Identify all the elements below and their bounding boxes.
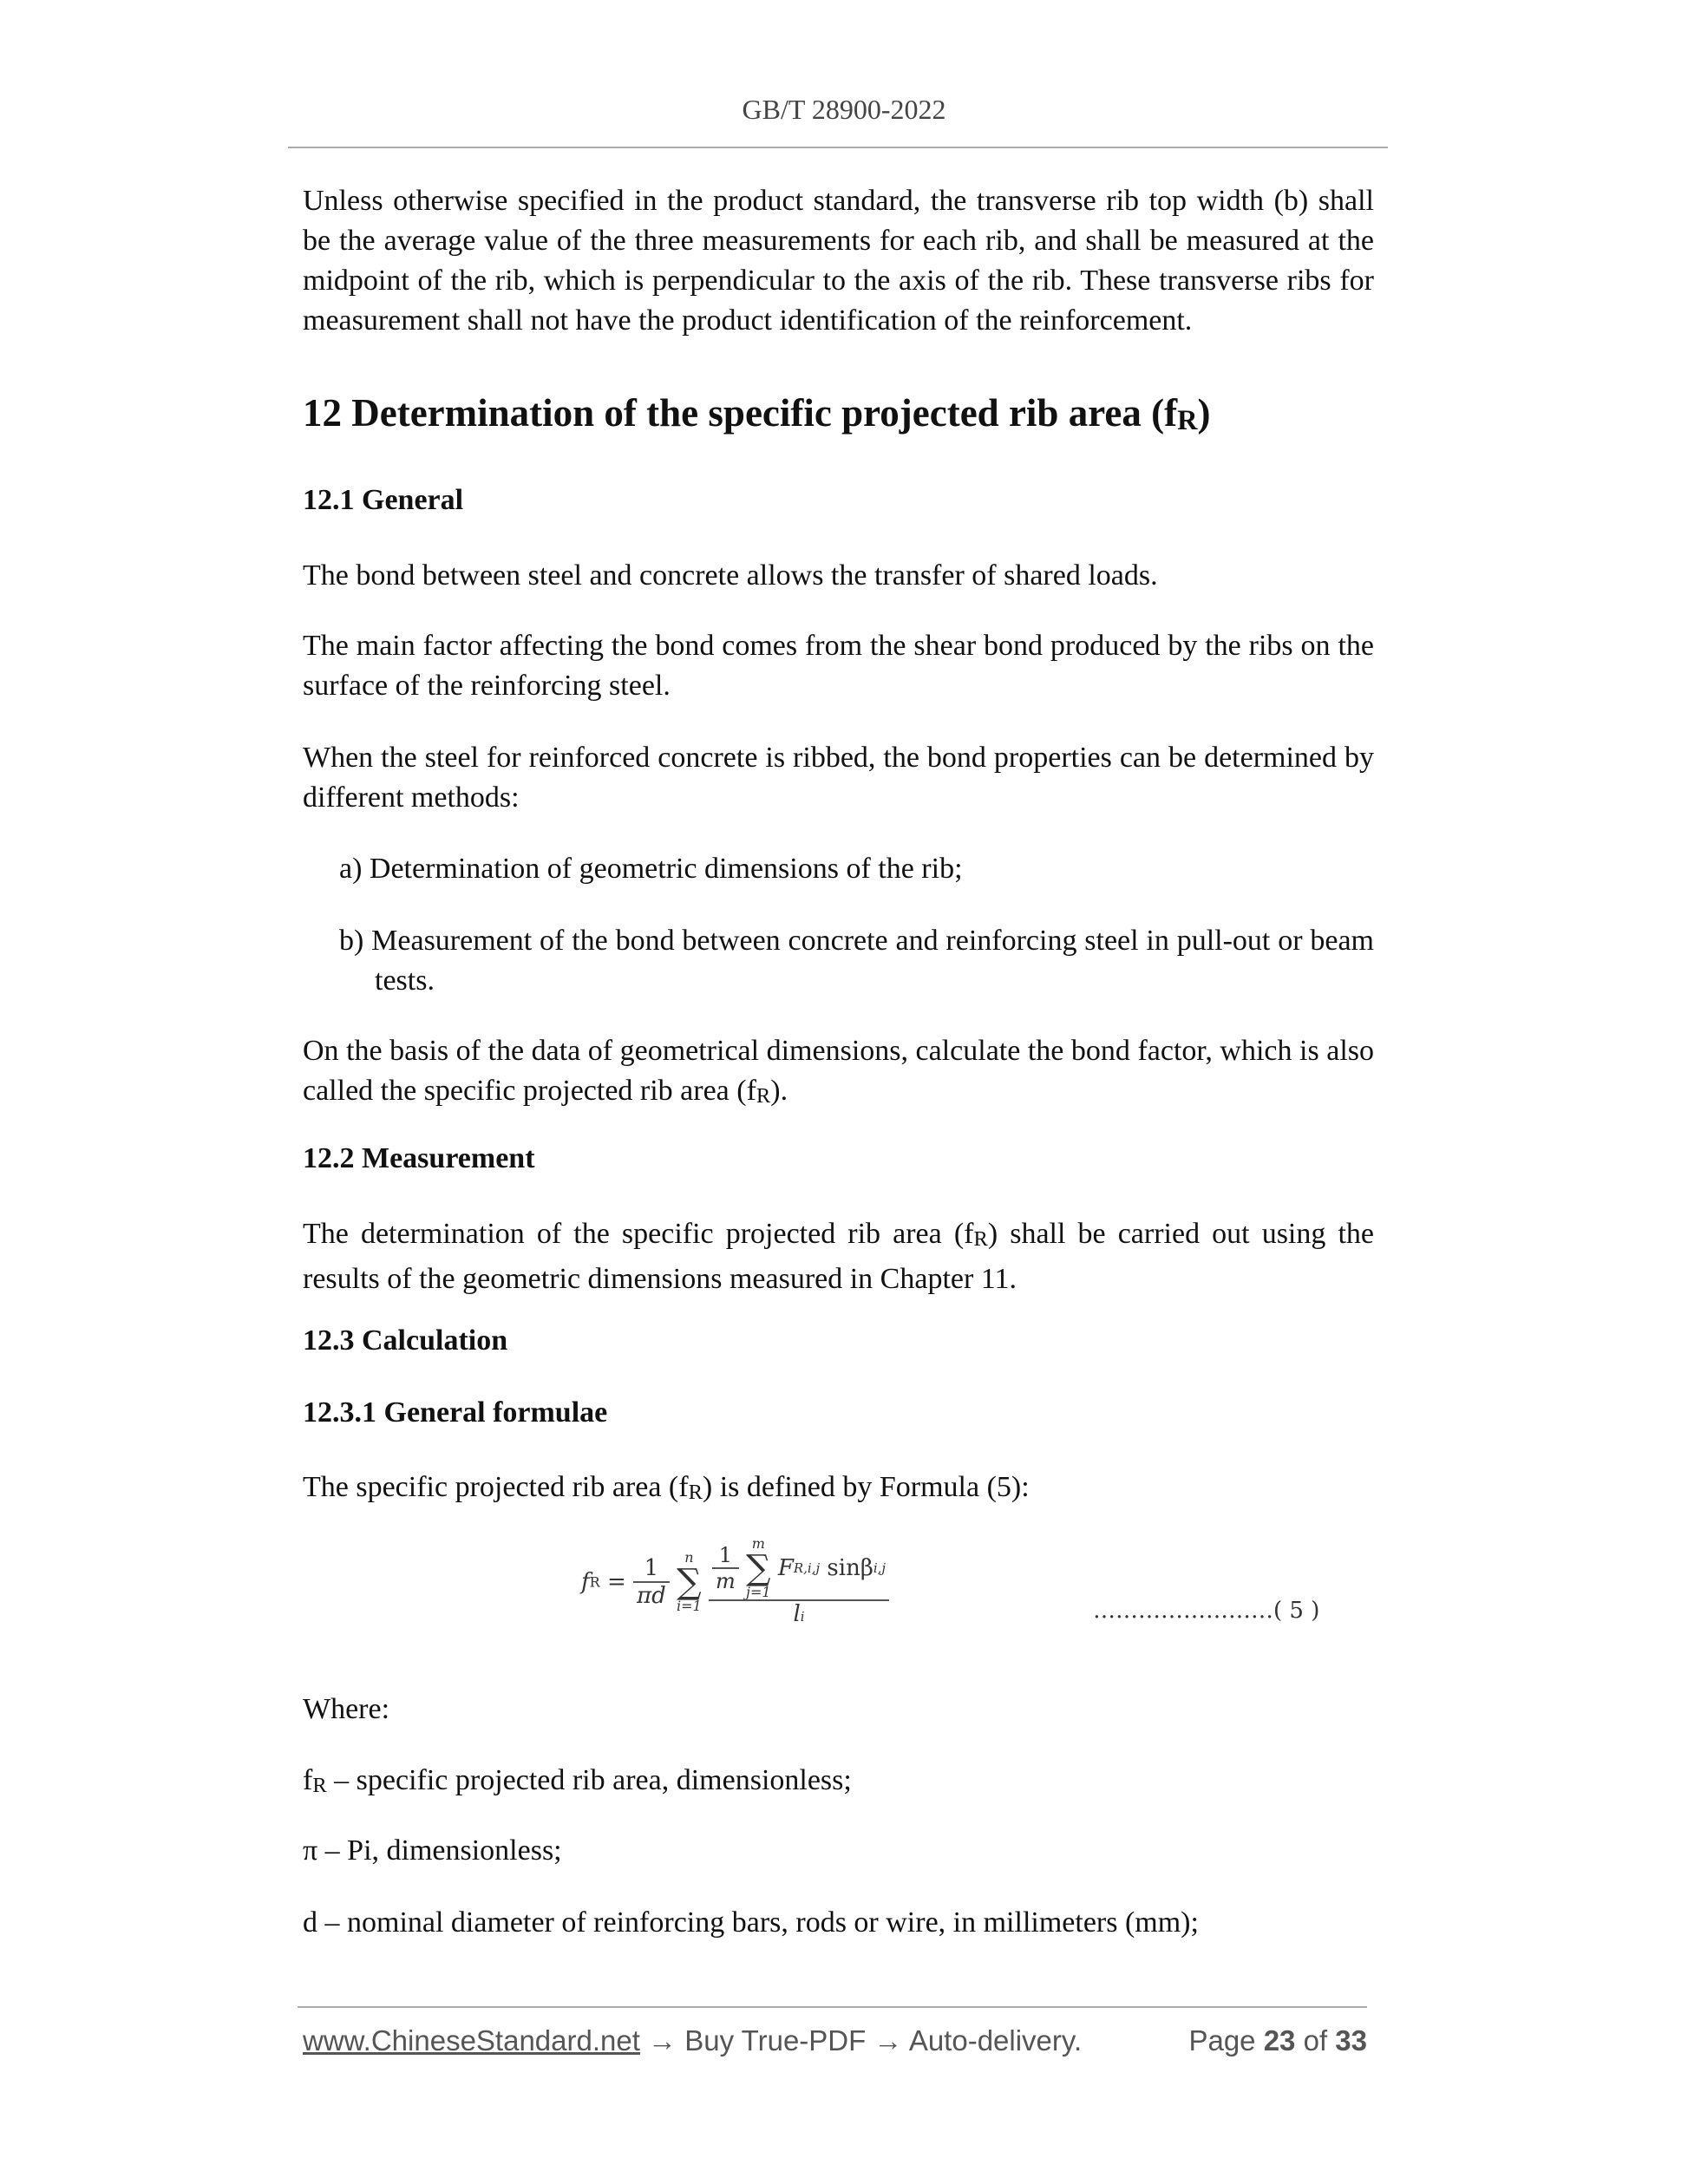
paragraph-methods: When the steel for reinforced concrete is ribbed, the bond properties can be determined by different methods: [303, 742, 1374, 814]
page-indicator: Page 23 of 33 [1188, 2024, 1367, 2056]
formula-5: fR = $\frac{1}{\pi d}$ n ∑ i=1 $\frac{1}{m}$ m ∑ j=1 FR,i,j sinβi,j li [581, 1537, 889, 1658]
document-code-header: GB/T 28900-2022 [742, 94, 946, 125]
definition-fR: fR – specific projected rib area, dimensionless; [303, 1764, 852, 1797]
definition-d: d – nominal diameter of reinforcing bars, rods or wire, in millimeters (mm); [303, 1906, 1199, 1939]
paragraph-formula-intro: The specific projected rib area (fR) is defined by Formula (5): [303, 1471, 1030, 1504]
section-heading-12: 12 Determination of the specific projected rib area (fR) [303, 391, 1211, 436]
list-item-b: b) Measurement of the bond between concrete and reinforcing steel in pull-out or beam tests. [339, 925, 1374, 997]
paragraph-rib-width: Unless otherwise specified in the product standard, the transverse rib top width (b) shall be the average value of the three measurements for each rib, and shall be measured at the midpoint of the rib, which is perpendicular to the axis of the rib. These transverse ribs for measurement shall not have the product identification of the reinforcement. [303, 185, 1374, 337]
paragraph-bond: The bond between steel and concrete allows the transfer of shared loads. [303, 559, 1158, 592]
footer [303, 2024, 1367, 2057]
paragraph-basis: On the basis of the data of geometrical dimensions, calculate the bond factor, which is also called the specific projected rib area (fR). [303, 1035, 1374, 1108]
where-label: Where: [303, 1693, 390, 1725]
definition-pi: π – Pi, dimensionless; [303, 1834, 562, 1867]
footer-divider [298, 2006, 1367, 2008]
heading-12-2: 12.2 Measurement [303, 1142, 535, 1174]
heading-12-1: 12.1 General [303, 484, 464, 516]
header-divider [288, 147, 1388, 148]
formula-number: ……………………( 5 ) [1093, 1598, 1320, 1624]
website-link[interactable]: www.ChineseStandard.net [303, 2024, 640, 2056]
list-item-a: a) Determination of geometric dimensions of the rib; [339, 853, 963, 885]
heading-12-3-1: 12.3.1 General formulae [303, 1396, 608, 1429]
paragraph-factor: The main factor affecting the bond comes from the shear bond produced by the ribs on the surface of the reinforcing steel. [303, 630, 1374, 702]
footer-text: → Buy True-PDF → Auto-delivery. [639, 2024, 1083, 2056]
heading-12-3: 12.3 Calculation [303, 1324, 508, 1357]
paragraph-measurement: The determination of the specific projected rib area (fR) shall be carried out using the results of the geometric dimensions measured in Chapter 11. [303, 1218, 1375, 1295]
